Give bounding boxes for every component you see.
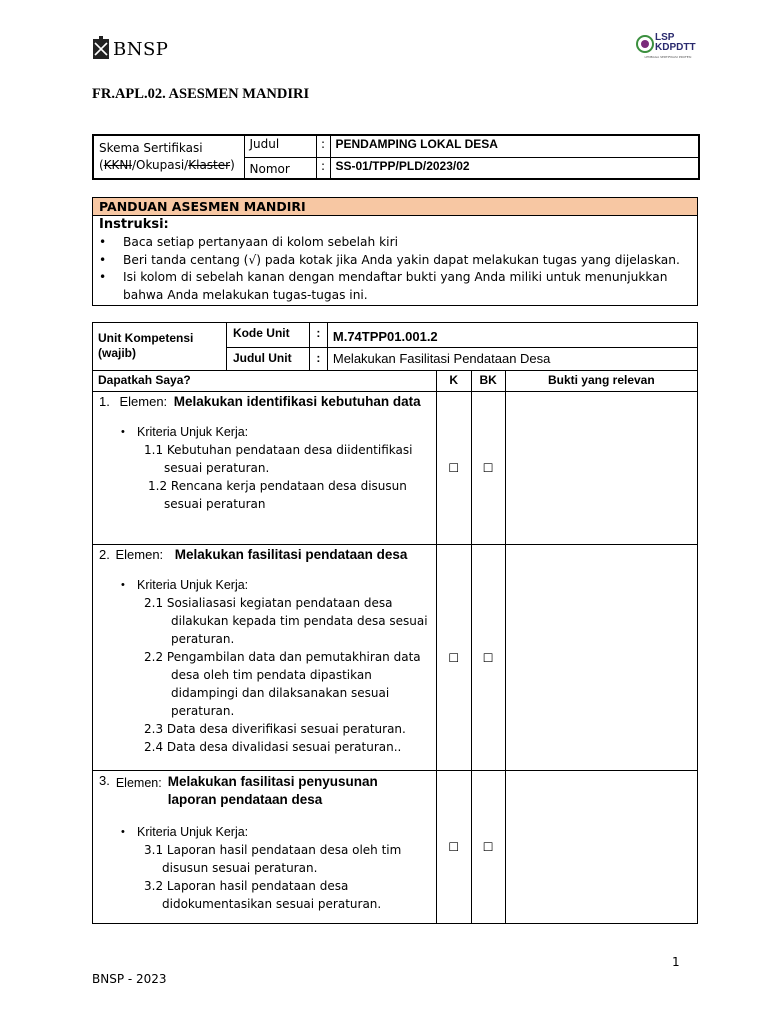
- element-prefix: Elemen:: [115, 547, 164, 562]
- element-cell: [93, 392, 437, 545]
- criteria-item: 2.4 Data desa divalidasi sesuai peraturan..: [144, 740, 402, 754]
- element-name: Melakukan fasilitasi penyusunan laporan pendataan desa: [167, 774, 378, 807]
- element-row: [93, 545, 698, 771]
- nomor-value: SS-01/TPP/PLD/2023/02: [330, 157, 699, 179]
- element-number: 2.: [99, 547, 110, 562]
- criteria-item: 2.3 Data desa diverifikasi sesuai peraturan.: [144, 722, 406, 736]
- evidence-cell[interactable]: [505, 545, 697, 771]
- kode-unit-value: M.74TPP01.001.2: [327, 323, 697, 348]
- criteria-item: 2.1 Sosialiasasi kegiatan pendataan desa dilakukan kepada tim pendata desa sesuai peraturan.: [144, 596, 428, 646]
- k-checkbox[interactable]: ☐: [436, 545, 471, 771]
- element-number: 3.: [99, 773, 110, 788]
- judul-unit-colon: :: [309, 348, 327, 371]
- criteria-item: 2.2 Pengambilan data dan pemutakhiran data desa oleh tim pendata dipastikan didampingi dan dilaksanakan sesuai peraturan.: [144, 650, 421, 718]
- scheme-okupasi: /Okupasi/: [131, 158, 189, 172]
- column-k: K: [436, 371, 471, 392]
- judul-label: Judul: [244, 135, 316, 157]
- bnsp-logo-text: BNSP: [113, 38, 169, 60]
- nomor-colon: :: [316, 157, 330, 179]
- element-cell: [93, 545, 437, 771]
- lsp-logo-line2: KDPDTT: [655, 42, 696, 53]
- judul-value: PENDAMPING LOKAL DESA: [330, 135, 699, 157]
- instructions-label: Instruksi:: [99, 217, 169, 232]
- page-number: 1: [672, 955, 680, 969]
- scheme-label-line1: Skema Sertifikasi: [99, 141, 203, 155]
- k-checkbox[interactable]: ☐: [436, 392, 471, 545]
- bk-checkbox[interactable]: ☐: [471, 392, 505, 545]
- evidence-cell[interactable]: [505, 392, 697, 545]
- column-evidence: Bukti yang relevan: [505, 371, 697, 392]
- k-checkbox[interactable]: ☐: [436, 771, 471, 924]
- criteria-label: • Kriteria Unjuk Kerja:: [99, 423, 431, 441]
- scheme-label: [93, 135, 244, 179]
- instruction-item: • Isi kolom di sebelah kanan dengan mendaftar bukti yang Anda miliki untuk menunjukkan bahwa Anda melakukan tugas-tugas ini.: [93, 269, 697, 304]
- element-title: [99, 546, 431, 563]
- lsp-emblem-icon: [636, 35, 654, 53]
- scheme-paren-close: ): [230, 158, 235, 172]
- bnsp-logo: [92, 35, 168, 63]
- scheme-paren-open: (: [99, 158, 104, 172]
- element-row: [93, 771, 698, 924]
- instruction-item: • Beri tanda centang (√) pada kotak jika Anda yakin dapat melakukan tugas yang dijelaskan.: [93, 252, 697, 270]
- criteria-label: • Kriteria Unjuk Kerja:: [99, 576, 431, 594]
- element-prefix: Elemen:: [119, 394, 168, 409]
- column-question: Dapatkah Saya?: [93, 371, 437, 392]
- judul-unit-value: Melakukan Fasilitasi Pendataan Desa: [327, 348, 697, 371]
- column-bk: BK: [471, 371, 505, 392]
- evidence-cell[interactable]: [505, 771, 697, 924]
- criteria-item: 3.1 Laporan hasil pendataan desa oleh tim disusun sesuai peraturan.: [144, 843, 402, 875]
- lsp-logo-line1: LSP: [655, 32, 675, 43]
- guide-heading: PANDUAN ASESMEN MANDIRI: [93, 198, 697, 216]
- criteria-item: 3.2 Laporan hasil pendataan desa didokumentasikan sesuai peraturan.: [144, 879, 382, 911]
- element-title: [99, 772, 431, 809]
- scheme-table: [92, 134, 700, 180]
- bnsp-emblem-icon: [92, 36, 110, 62]
- instruction-item: • Baca setiap pertanyaan di kolom sebelah kiri: [93, 234, 697, 252]
- lsp-kdpdtt-logo: [636, 33, 698, 63]
- bk-checkbox[interactable]: ☐: [471, 771, 505, 924]
- kode-unit-label: Kode Unit: [226, 323, 309, 348]
- element-prefix: Elemen:: [115, 776, 162, 790]
- element-name: Melakukan identifikasi kebutuhan data: [173, 394, 421, 409]
- lsp-logo-line3: LEMBAGA SERTIFIKASI PROFESI: [644, 55, 692, 59]
- judul-unit-label: Judul Unit: [226, 348, 309, 371]
- criteria-label: • Kriteria Unjuk Kerja:: [99, 823, 431, 841]
- instructions-list: [93, 234, 697, 304]
- criteria-item: 1.1 Kebutuhan pendataan desa diidentifikasi sesuai peraturan.: [144, 443, 413, 475]
- nomor-label: Nomor: [244, 157, 316, 179]
- unit-label: Unit Kompetensi (wajib): [93, 323, 227, 371]
- element-number: 1.: [99, 394, 110, 409]
- bk-checkbox[interactable]: ☐: [471, 545, 505, 771]
- assessment-table: [92, 322, 698, 924]
- scheme-klaster: Klaster: [188, 158, 231, 172]
- document-title: FR.APL.02. ASESMEN MANDIRI: [92, 86, 310, 102]
- scheme-kkni: KKNI: [103, 158, 132, 172]
- element-row: [93, 392, 698, 545]
- judul-colon: :: [316, 135, 330, 157]
- criteria-item: 1.2 Rencana kerja pendataan desa disusun sesuai peraturan: [148, 479, 407, 511]
- element-name: Melakukan fasilitasi pendataan desa: [174, 547, 408, 562]
- footer-text: BNSP - 2023: [92, 972, 167, 986]
- element-title: [99, 393, 431, 410]
- guide-box: [92, 197, 698, 306]
- element-cell: [93, 771, 437, 924]
- kode-unit-colon: :: [309, 323, 327, 348]
